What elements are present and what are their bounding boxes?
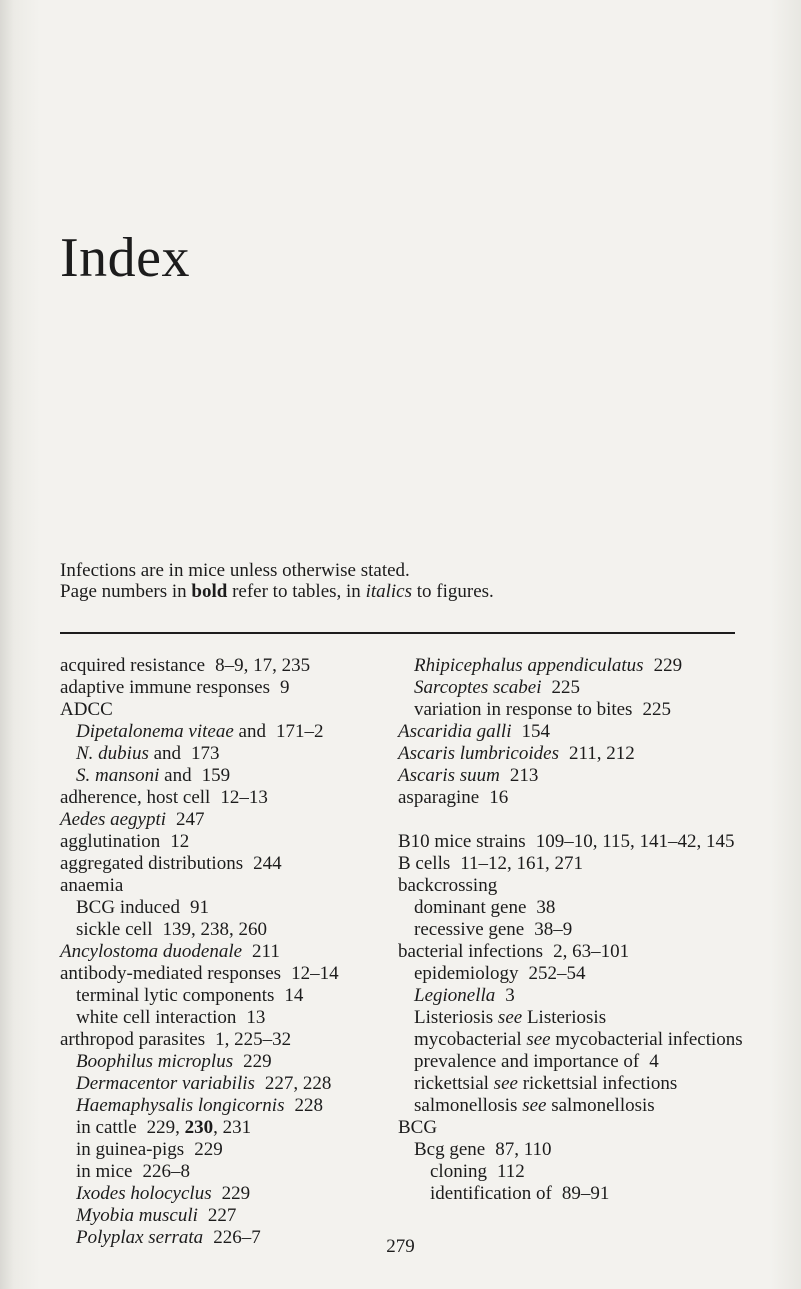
- index-subentry: terminal lytic components 14: [76, 985, 304, 1006]
- index-subentry: Polyplax serrata 226–7: [76, 1227, 261, 1248]
- index-column-left: [60, 655, 390, 1249]
- index-entry: Ascaridia galli 154: [398, 721, 550, 742]
- index-note: [60, 560, 740, 602]
- note-line-2: [60, 581, 740, 602]
- index-subentry: Ixodes holocyclus 229: [76, 1183, 251, 1204]
- index-entry: adherence, host cell 12–13: [60, 787, 268, 808]
- page-title: Index: [60, 227, 191, 289]
- note-text: Page numbers in: [60, 581, 192, 602]
- index-subentry: Rhipicephalus appendiculatus 229: [414, 655, 683, 676]
- horizontal-rule: [60, 632, 735, 634]
- index-subentry: Listeriosis see Listeriosis: [414, 1007, 607, 1028]
- index-subentry: mycobacterial see mycobacterial infections: [414, 1029, 743, 1050]
- index-entry: acquired resistance 8–9, 17, 235: [60, 655, 311, 676]
- index-subentry: in mice 226–8: [76, 1161, 190, 1182]
- index-subentry: Dipetalonema viteae and 171–2: [76, 721, 324, 742]
- index-subentry: Haemaphysalis longicornis 228: [76, 1095, 323, 1116]
- index-subentry: BCG induced 91: [76, 897, 209, 918]
- index-subentry: N. dubius and 173: [76, 743, 220, 764]
- index-subentry: in cattle 229, 230, 231: [76, 1117, 252, 1138]
- index-subentry: Bcg gene 87, 110: [414, 1139, 552, 1160]
- note-bold: bold: [191, 581, 228, 602]
- index-subentry: Sarcoptes scabei 225: [414, 677, 581, 698]
- index-entry: anaemia: [60, 875, 124, 896]
- page-number: 279: [386, 1236, 415, 1257]
- index-entry: aggregated distributions 244: [60, 853, 282, 874]
- index-subentry: Boophilus microplus 229: [76, 1051, 272, 1072]
- index-subentry: Dermacentor variabilis 227, 228: [76, 1073, 332, 1094]
- note-italic: italics: [365, 581, 413, 602]
- index-entry: Ascaris lumbricoides 211, 212: [398, 743, 635, 764]
- index-entry: ADCC: [60, 699, 113, 720]
- index-entry: backcrossing: [398, 875, 498, 896]
- index-entry: bacterial infections 2, 63–101: [398, 941, 630, 962]
- index-entry: B10 mice strains 109–10, 115, 141–42, 145: [398, 831, 735, 852]
- index-subentry: recessive gene 38–9: [414, 919, 573, 940]
- index-column-right: [398, 655, 743, 1205]
- index-subentry: prevalence and importance of 4: [414, 1051, 659, 1072]
- index-entry: BCG: [398, 1117, 438, 1138]
- index-subentry: cloning 112: [430, 1161, 525, 1182]
- index-subentry: rickettsial see rickettsial infections: [414, 1073, 678, 1094]
- index-subentry: in guinea-pigs 229: [76, 1139, 223, 1160]
- index-entry: B cells 11–12, 161, 271: [398, 853, 584, 874]
- index-subentry: variation in response to bites 225: [414, 699, 671, 720]
- index-entry: Ascaris suum 213: [398, 765, 539, 786]
- index-entry: adaptive immune responses 9: [60, 677, 290, 698]
- index-entry: Ancylostoma duodenale 211: [60, 941, 280, 962]
- note-line-1: Infections are in mice unless otherwise stated.: [60, 560, 410, 581]
- index-subentry: dominant gene 38: [414, 897, 556, 918]
- note-text: refer to tables, in: [227, 581, 366, 602]
- index-subentry: Myobia musculi 227: [76, 1205, 237, 1226]
- index-subentry: sickle cell 139, 238, 260: [76, 919, 267, 940]
- index-entry: agglutination 12: [60, 831, 190, 852]
- index-entry: arthropod parasites 1, 225–32: [60, 1029, 292, 1050]
- index-subentry: identification of 89–91: [430, 1183, 610, 1204]
- index-subentry: epidemiology 252–54: [414, 963, 586, 984]
- index-entry: Aedes aegypti 247: [60, 809, 205, 830]
- index-entry: asparagine 16: [398, 787, 509, 808]
- index-subentry: salmonellosis see salmonellosis: [414, 1095, 655, 1116]
- index-subentry: white cell interaction 13: [76, 1007, 266, 1028]
- index-entry: antibody-mediated responses 12–14: [60, 963, 339, 984]
- index-subentry: Legionella 3: [414, 985, 515, 1006]
- note-text: to figures.: [412, 581, 494, 602]
- index-subentry: S. mansoni and 159: [76, 765, 231, 786]
